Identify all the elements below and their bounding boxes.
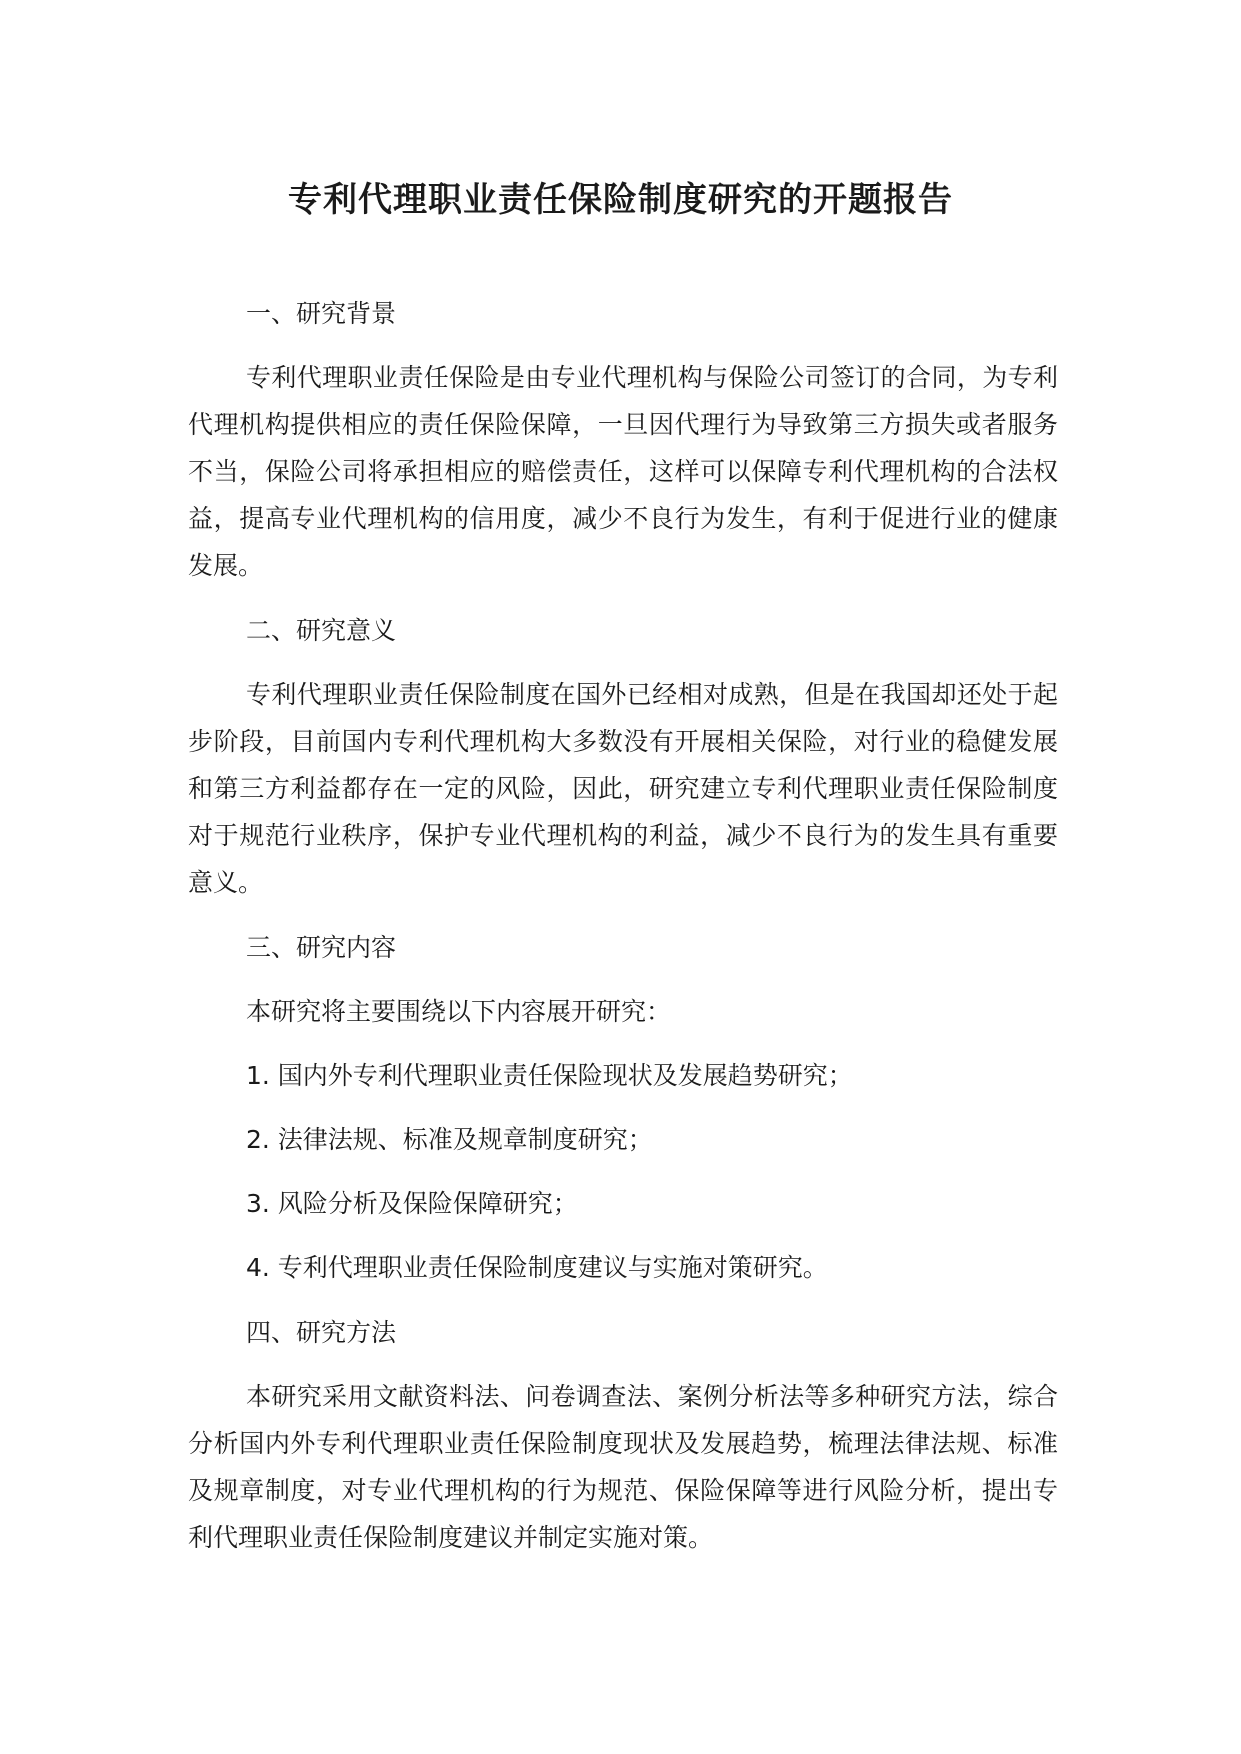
document-body — [188, 290, 1058, 1561]
section-intro-content: 本研究将主要围绕以下内容展开研究： — [246, 997, 672, 1026]
list-item: 3. 风险分析及保险保障研究； — [246, 1189, 578, 1218]
section-heading-content: 三、研究内容 — [246, 933, 397, 962]
section-paragraph-significance: 专利代理职业责任保险制度在国外已经相对成熟，但是在我国却还处于起步阶段，目前国内专利代理机构大多数没有开展相关保险，对行业的稳健发展和第三方利益都存在一定的风险，因此，研究建立专利代理职业责任保险制度对于规范行业秩序，保护专业代理机构的利益，减少不良行为的发生具有重要意义。 — [188, 680, 1058, 897]
list-item: 1. 国内外专利代理职业责任保险现状及发展趋势研究； — [246, 1061, 853, 1090]
list-item: 4. 专利代理职业责任保险制度建议与实施对策研究。 — [246, 1253, 828, 1282]
section-heading-background: 一、研究背景 — [246, 299, 397, 328]
section-heading-significance: 二、研究意义 — [246, 616, 397, 645]
section-paragraph-methods: 本研究采用文献资料法、问卷调查法、案例分析法等多种研究方法，综合分析国内外专利代理职业责任保险制度现状及发展趋势，梳理法律法规、标准及规章制度，对专业代理机构的行为规范、保险保障等进行风险分析，提出专利代理职业责任保险制度建议并制定实施对策。 — [188, 1382, 1058, 1552]
list-item: 2. 法律法规、标准及规章制度研究； — [246, 1125, 653, 1154]
section-paragraph-background: 专利代理职业责任保险是由专业代理机构与保险公司签订的合同，为专利代理机构提供相应的责任保险保障，一旦因代理行为导致第三方损失或者服务不当，保险公司将承担相应的赔偿责任，这样可以保障专利代理机构的合法权益，提高专业代理机构的信用度，减少不良行为发生，有利于促进行业的健康发展。 — [188, 363, 1058, 580]
document-title: 专利代理职业责任保险制度研究的开题报告 — [288, 180, 953, 220]
section-heading-methods: 四、研究方法 — [246, 1318, 397, 1347]
